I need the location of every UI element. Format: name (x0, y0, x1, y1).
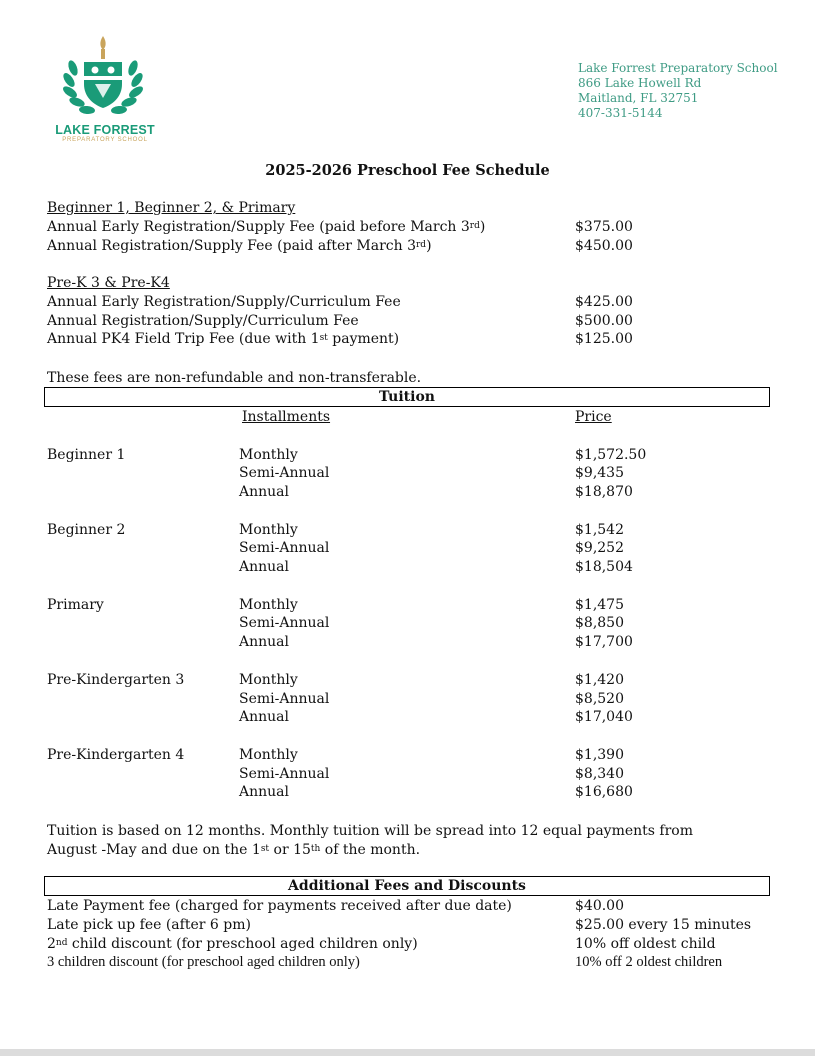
school-logo (48, 34, 162, 146)
installment-plan: Semi-Annual (239, 615, 330, 631)
additional-fee-price: $25.00 every 15 minutes (575, 917, 752, 933)
installment-plan: Semi-Annual (239, 465, 330, 481)
installment-price: $1,475 (575, 597, 624, 613)
tuition-heading: Tuition (379, 389, 435, 405)
installment-plan: Annual (239, 709, 289, 725)
page-title: 2025-2026 Preschool Fee Schedule (265, 162, 550, 179)
tuition-header-box (44, 387, 770, 407)
logo-subname: PREPARATORY SCHOOL (62, 137, 148, 143)
installment-plan: Monthly (239, 747, 298, 763)
additional-fee-label: Late Payment fee (charged for payments received after due date) (47, 898, 512, 914)
installment-price: $17,040 (575, 709, 633, 725)
tuition-group-name: Primary (47, 597, 104, 613)
installment-price: $16,680 (575, 784, 633, 800)
fee-price: $375.00 (575, 219, 633, 235)
page-bottom-edge (0, 1049, 815, 1056)
fee-label: Annual Early Registration/Supply/Curriculum Fee (47, 294, 401, 310)
school-address (578, 61, 778, 121)
fee-group-heading: Pre-K 3 & Pre-K4 (47, 275, 170, 291)
fee-label: Annual Early Registration/Supply Fee (paid before March 3rd) (47, 219, 486, 235)
fee-price: $500.00 (575, 313, 633, 329)
tuition-note: August -May and due on the 1st or 15th of the month. (47, 842, 421, 858)
tuition-group-name: Pre-Kindergarten 3 (47, 672, 185, 688)
logo-name: LAKE FORREST (55, 123, 155, 137)
additional-fees-header-box (44, 876, 770, 896)
additional-fee-label: Late pick up fee (after 6 pm) (47, 917, 251, 933)
address-city: Maitland, FL 32751 (578, 91, 699, 105)
fee-group-heading: Beginner 1, Beginner 2, & Primary (47, 200, 296, 216)
installment-plan: Monthly (239, 522, 298, 538)
fee-label: Annual PK4 Field Trip Fee (due with 1st payment) (47, 331, 400, 347)
installment-plan: Annual (239, 484, 289, 500)
address-school-name: Lake Forrest Preparatory School (578, 61, 778, 75)
installment-price: $1,572.50 (575, 447, 647, 463)
installment-price: $9,435 (575, 465, 624, 481)
installment-price: $17,700 (575, 634, 633, 650)
installment-plan: Annual (239, 784, 289, 800)
installment-price: $1,542 (575, 522, 624, 538)
installment-plan: Semi-Annual (239, 540, 330, 556)
additional-fee-price: $40.00 (575, 898, 624, 914)
tuition-group-name: Pre-Kindergarten 4 (47, 747, 185, 763)
additional-fees-heading: Additional Fees and Discounts (288, 878, 526, 894)
nonrefundable-note: These fees are non-refundable and non-transferable. (47, 370, 422, 386)
tuition-note: Tuition is based on 12 months. Monthly tuition will be spread into 12 equal payments from (47, 823, 694, 839)
additional-fee-label: 2nd child discount (for preschool aged children only) (47, 936, 418, 952)
additional-fee-price: 10% off 2 oldest children (575, 954, 723, 970)
fee-price: $450.00 (575, 238, 633, 254)
installment-price: $8,340 (575, 766, 624, 782)
installment-plan: Monthly (239, 672, 298, 688)
address-phone: 407-331-5144 (578, 106, 663, 120)
installment-price: $1,420 (575, 672, 624, 688)
fee-label: Annual Registration/Supply Fee (paid after March 3rd) (47, 238, 432, 254)
installment-price: $18,870 (575, 484, 633, 500)
fee-price: $125.00 (575, 331, 633, 347)
installment-price: $18,504 (575, 559, 633, 575)
installment-price: $1,390 (575, 747, 624, 763)
installments-column-header: Installments (242, 409, 331, 425)
tuition-group-name: Beginner 1 (47, 447, 126, 463)
school-crest-icon (48, 34, 162, 122)
installment-price: $8,520 (575, 691, 624, 707)
installment-plan: Semi-Annual (239, 766, 330, 782)
additional-fee-price: 10% off oldest child (575, 936, 716, 952)
fee-label: Annual Registration/Supply/Curriculum Fee (47, 313, 359, 329)
price-column-header: Price (575, 409, 612, 425)
additional-fee-label: 3 children discount (for preschool aged children only) (47, 954, 360, 970)
installment-plan: Semi-Annual (239, 691, 330, 707)
installment-plan: Annual (239, 634, 289, 650)
installment-plan: Monthly (239, 597, 298, 613)
installment-price: $9,252 (575, 540, 624, 556)
installment-plan: Annual (239, 559, 289, 575)
address-street: 866 Lake Howell Rd (578, 76, 702, 90)
installment-price: $8,850 (575, 615, 624, 631)
tuition-group-name: Beginner 2 (47, 522, 126, 538)
fee-price: $425.00 (575, 294, 633, 310)
installment-plan: Monthly (239, 447, 298, 463)
